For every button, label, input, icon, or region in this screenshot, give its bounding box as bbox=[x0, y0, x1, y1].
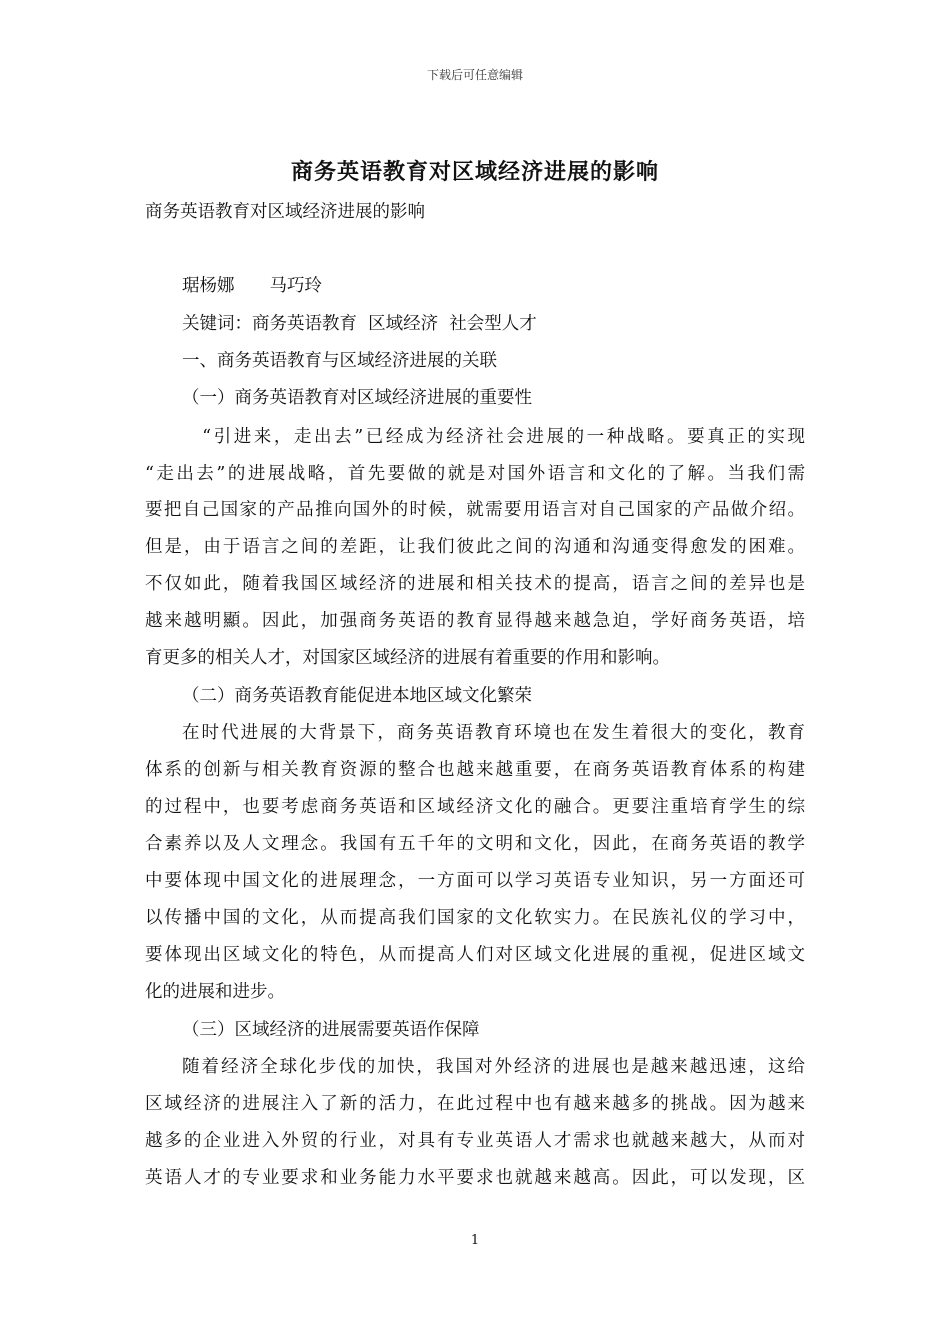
subsection-heading-1: （一）商务英语教育对区域经济进展的重要性 bbox=[182, 388, 532, 408]
paragraph-line: 在时代进展的大背景下，商务英语教育环境也在发生着很大的变化，教育 bbox=[182, 723, 805, 743]
paragraph-line: 中要体现中国文化的进展理念，一方面可以学习英语专业知识，另一方面还可 bbox=[145, 871, 805, 891]
subtitle: 商务英语教育对区域经济进展的影响 bbox=[145, 202, 425, 222]
paragraph-line: 以传播中国的文化，从而提高我们国家的文化软实力。在民族礼仪的学习中， bbox=[145, 908, 805, 928]
paragraph-line: 不仅如此，随着我国区域经济的进展和相关技术的提高，语言之间的差异也是 bbox=[145, 574, 805, 594]
paragraph-line: 育更多的相关人才，对国家区域经济的进展有着重要的作用和影响。 bbox=[145, 648, 670, 668]
paragraph-line: “走出去”的进展战略，首先要做的就是对国外语言和文化的了解。当我们需 bbox=[145, 464, 805, 484]
paragraph-line: 区域经济的进展注入了新的活力，在此过程中也有越来越多的挑战。因为越来 bbox=[145, 1094, 805, 1114]
subsection-heading-3: （三）区域经济的进展需要英语作保障 bbox=[182, 1020, 480, 1040]
document-title: 商务英语教育对区域经济进展的影响 bbox=[290, 159, 659, 185]
paragraph-line: 越多的企业进入外贸的行业，对具有专业英语人才需求也就越来越大，从而对 bbox=[145, 1131, 805, 1151]
section-heading-1: 一、商务英语教育与区域经济进展的关联 bbox=[182, 351, 497, 371]
paragraph-line: 化的进展和进步。 bbox=[145, 982, 285, 1002]
subsection-heading-2: （二）商务英语教育能促进本地区域文化繁荣 bbox=[182, 686, 532, 706]
page-number: 1 bbox=[470, 1233, 480, 1248]
paragraph-line: 的过程中，也要考虑商务英语和区域经济文化的融合。更要注重培育学生的综 bbox=[145, 797, 805, 817]
paragraph-line: 体系的创新与相关教育资源的整合也越来越重要，在商务英语教育体系的构建 bbox=[145, 760, 805, 780]
authors: 琚杨娜 马巧玲 bbox=[182, 276, 322, 296]
page-header: 下载后可任意编辑 bbox=[426, 68, 523, 82]
paragraph-line: 越来越明顯。因此，加强商务英语的教育显得越来越急迫，学好商务英语，培 bbox=[145, 611, 805, 631]
paragraph-line: 但是，由于语言之间的差距，让我们彼此之间的沟通和沟通变得愈发的困难。 bbox=[145, 537, 805, 557]
paragraph-line: 合素养以及人文理念。我国有五千年的文明和文化，因此，在商务英语的教学 bbox=[145, 834, 805, 854]
paragraph-line: 要体现出区域文化的特色，从而提高人们对区域文化进展的重视，促进区域文 bbox=[145, 945, 805, 965]
paragraph-line: “引进来，走出去”已经成为经济社会进展的一种战略。要真正的实现 bbox=[182, 427, 805, 447]
paragraph-line: 要把自己国家的产品推向国外的时候，就需要用语言对自己国家的产品做介绍。 bbox=[145, 500, 805, 520]
keywords: 关键词：商务英语教育 区域经济 社会型人才 bbox=[182, 314, 537, 334]
paragraph-line: 随着经济全球化步伐的加快，我国对外经济的进展也是越来越迅速，这给 bbox=[182, 1057, 805, 1077]
paragraph-line: 英语人才的专业要求和业务能力水平要求也就越来越高。因此，可以发现，区 bbox=[145, 1168, 805, 1188]
